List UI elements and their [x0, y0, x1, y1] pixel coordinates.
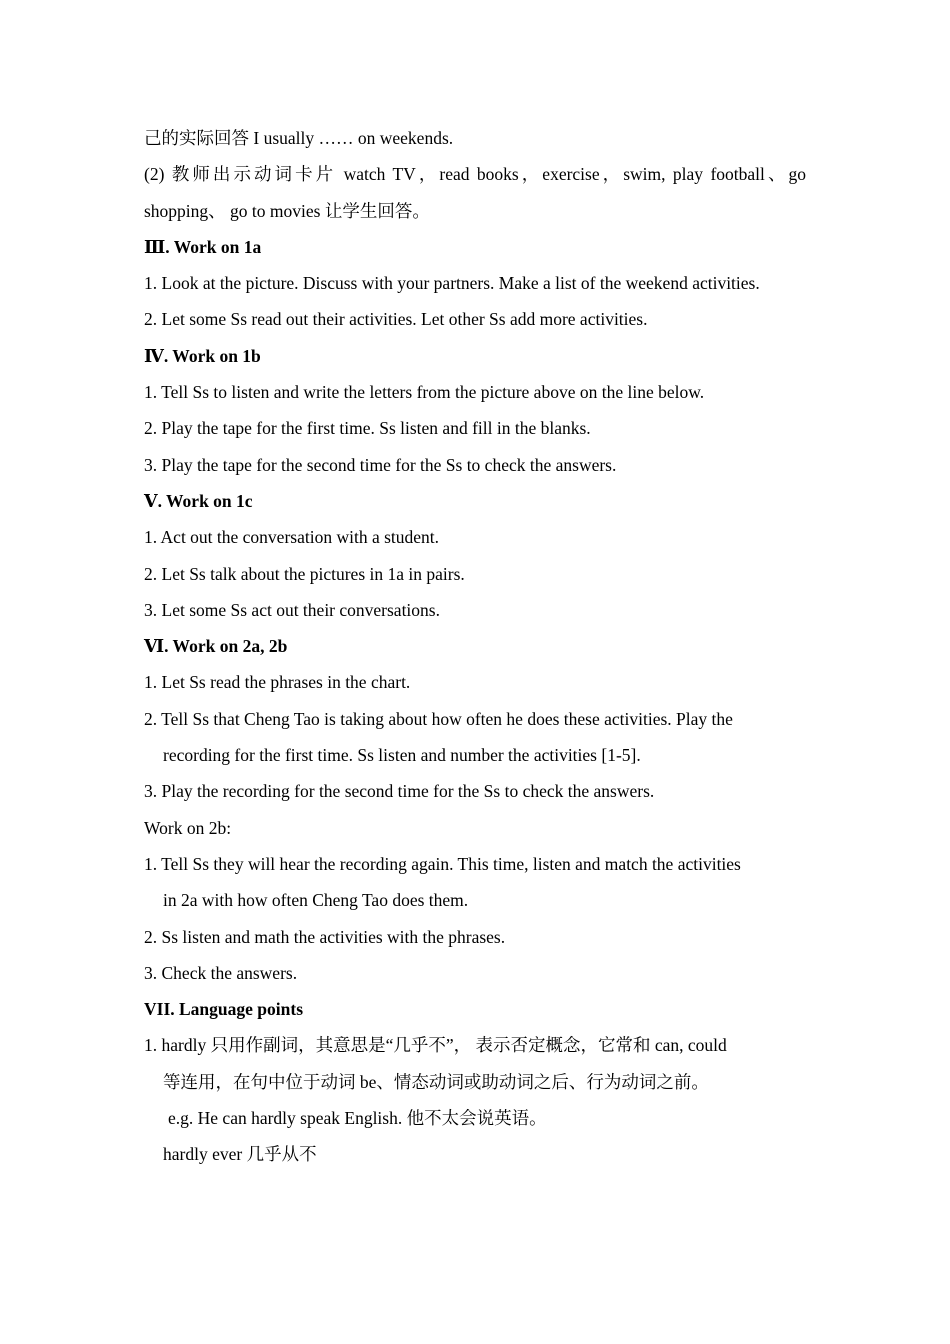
list-item: 1. hardly 只用作副词，其意思是“几乎不”， 表示否定概念，它常和 can, could [144, 1035, 727, 1056]
list-item-continuation: 等连用，在句中位于动词 be、情态动词或助动词之后、行为动词之前。 [163, 1071, 709, 1092]
list-item: 3. Play the recording for the second time for the Ss to check the answers. [144, 781, 655, 802]
section-heading-2a-2b: Ⅵ. Work on 2a, 2b [144, 636, 288, 657]
list-item-continuation: in 2a with how often Cheng Tao does them. [163, 890, 469, 911]
list-item: 2. Let Ss talk about the pictures in 1a in pairs. [144, 563, 465, 584]
example-sentence: e.g. He can hardly speak English. 他不太会说英语。 [168, 1108, 547, 1129]
paragraph-answer-example: 己的实际回答 I usually …… on weekends. [144, 128, 454, 148]
list-item: 1. Act out the conversation with a student. [144, 527, 440, 548]
subheading-work-on-2b: Work on 2b: [144, 817, 232, 838]
list-item: 1. Let Ss read the phrases in the chart. [144, 672, 411, 693]
section-heading-1b: Ⅳ. Work on 1b [144, 345, 261, 366]
list-item: 2. Play the tape for the first time. Ss listen and fill in the blanks. [144, 418, 591, 439]
list-item: 1. Tell Ss to listen and write the letters from the picture above on the line below. [144, 382, 705, 403]
list-item: 2. Let some Ss read out their activities. Let other Ss add more activities. [144, 309, 648, 330]
list-item: 2. Ss listen and math the activities with the phrases. [144, 926, 506, 947]
section-heading-1a: Ⅲ. Work on 1a [144, 236, 262, 257]
list-item: 3. Let some Ss act out their conversations. [144, 599, 440, 620]
list-item-continuation: recording for the first time. Ss listen and number the activities [1-5]. [163, 745, 641, 766]
paragraph-verb-cards: (2) 教师出示动词卡片 watch TV，read books，exercise，swim, play football、go shopping、 go to movies 让学生回答。 [144, 164, 806, 221]
section-heading-language-points: VII. Language points [144, 999, 304, 1020]
list-item: 3. Play the tape for the second time for the Ss to check the answers. [144, 454, 617, 475]
list-item: 2. Tell Ss that Cheng Tao is taking about how often he does these activities. Play the [144, 708, 733, 729]
section-heading-1c: Ⅴ. Work on 1c [144, 490, 253, 511]
phrase-hardly-ever: hardly ever 几乎从不 [163, 1144, 317, 1165]
list-item: 1. Look at the picture. Discuss with your partners. Make a list of the weekend activities. [144, 273, 760, 294]
document-page [144, 120, 806, 1173]
list-item: 1. Tell Ss they will hear the recording again. This time, listen and match the activities [144, 853, 741, 874]
list-item: 3. Check the answers. [144, 962, 298, 983]
